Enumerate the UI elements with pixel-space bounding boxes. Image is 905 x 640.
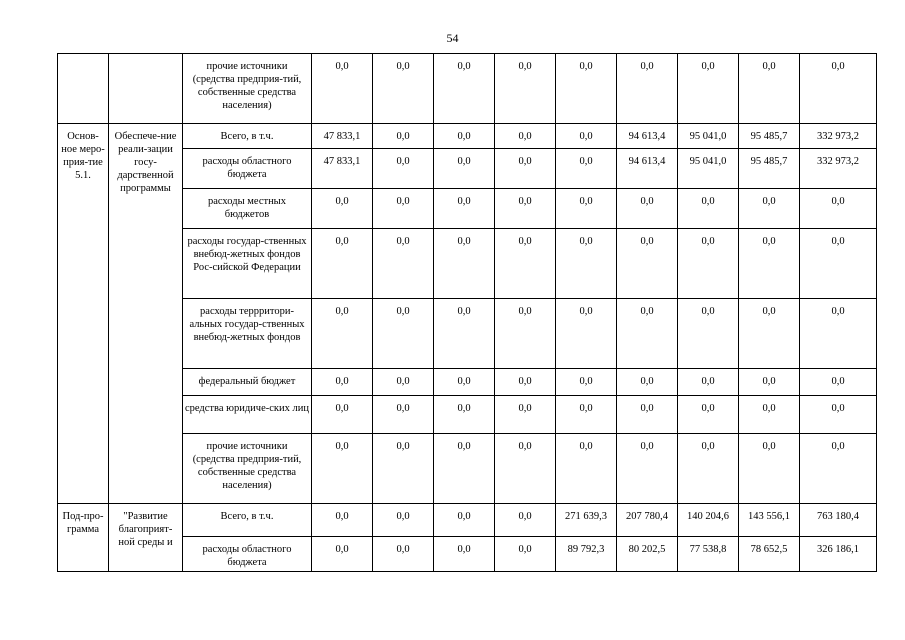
value-cell: 78 652,5	[739, 537, 800, 572]
value-cell: 0,0	[373, 299, 434, 369]
value-cell: 0,0	[312, 229, 373, 299]
value-cell: 0,0	[434, 537, 495, 572]
value-cell: 332 973,2	[800, 124, 877, 149]
activity-type-cell: Под-про-грамма	[58, 504, 109, 572]
value-cell: 0,0	[617, 369, 678, 396]
value-cell: 0,0	[495, 229, 556, 299]
value-cell: 89 792,3	[556, 537, 617, 572]
value-cell: 0,0	[434, 229, 495, 299]
activity-type-cell	[58, 54, 109, 124]
value-cell: 326 186,1	[800, 537, 877, 572]
value-cell: 0,0	[556, 396, 617, 434]
value-cell: 0,0	[373, 369, 434, 396]
value-cell: 94 613,4	[617, 124, 678, 149]
value-cell: 0,0	[617, 229, 678, 299]
value-cell: 0,0	[373, 434, 434, 504]
value-cell: 95 485,7	[739, 124, 800, 149]
value-cell: 95 041,0	[678, 149, 739, 189]
table-row	[58, 54, 877, 124]
funding-source-cell: прочие источники (средства предприя-тий, собственные средства населения)	[183, 434, 312, 504]
value-cell: 0,0	[678, 396, 739, 434]
value-cell: 0,0	[678, 54, 739, 124]
value-cell: 0,0	[556, 124, 617, 149]
value-cell: 0,0	[617, 54, 678, 124]
value-cell: 0,0	[617, 434, 678, 504]
activity-type-cell: Основ-ное меро-прия-тие 5.1.	[58, 124, 109, 504]
value-cell: 0,0	[617, 396, 678, 434]
value-cell: 0,0	[739, 54, 800, 124]
value-cell: 0,0	[434, 369, 495, 396]
value-cell: 0,0	[312, 369, 373, 396]
funding-source-cell: расходы областного бюджета	[183, 149, 312, 189]
table-row	[58, 124, 877, 149]
value-cell: 0,0	[373, 149, 434, 189]
value-cell: 0,0	[312, 537, 373, 572]
value-cell: 763 180,4	[800, 504, 877, 537]
funding-source-cell: расходы государ-ственных внебюд-жетных фондов Рос-сийской Федерации	[183, 229, 312, 299]
value-cell: 0,0	[556, 369, 617, 396]
value-cell: 0,0	[556, 54, 617, 124]
value-cell: 0,0	[739, 189, 800, 229]
value-cell: 0,0	[495, 124, 556, 149]
value-cell: 0,0	[495, 149, 556, 189]
value-cell: 0,0	[495, 299, 556, 369]
value-cell: 0,0	[678, 189, 739, 229]
value-cell: 0,0	[373, 396, 434, 434]
value-cell: 332 973,2	[800, 149, 877, 189]
value-cell: 0,0	[678, 229, 739, 299]
value-cell: 0,0	[556, 299, 617, 369]
value-cell: 77 538,8	[678, 537, 739, 572]
value-cell: 0,0	[312, 434, 373, 504]
value-cell: 0,0	[495, 537, 556, 572]
value-cell: 0,0	[373, 229, 434, 299]
value-cell: 271 639,3	[556, 504, 617, 537]
value-cell: 0,0	[739, 369, 800, 396]
value-cell: 0,0	[373, 124, 434, 149]
value-cell: 0,0	[739, 299, 800, 369]
value-cell: 0,0	[800, 369, 877, 396]
funding-source-cell: Всего, в т.ч.	[183, 124, 312, 149]
value-cell: 140 204,6	[678, 504, 739, 537]
value-cell: 0,0	[678, 299, 739, 369]
value-cell: 95 041,0	[678, 124, 739, 149]
value-cell: 0,0	[495, 396, 556, 434]
funding-source-cell: прочие источники (средства предприя-тий, собственные средства населения)	[183, 54, 312, 124]
value-cell: 0,0	[312, 396, 373, 434]
value-cell: 0,0	[495, 54, 556, 124]
value-cell: 0,0	[373, 189, 434, 229]
value-cell: 0,0	[678, 434, 739, 504]
value-cell: 0,0	[495, 189, 556, 229]
value-cell: 0,0	[495, 434, 556, 504]
page-number: 54	[446, 31, 459, 45]
value-cell: 0,0	[617, 299, 678, 369]
budget-table	[57, 53, 877, 572]
value-cell: 0,0	[434, 149, 495, 189]
activity-name-cell: Обеспече-ние реали-зации госу-дарственной программы	[109, 124, 183, 504]
value-cell: 0,0	[617, 189, 678, 229]
value-cell: 0,0	[678, 369, 739, 396]
table-row	[58, 504, 877, 537]
funding-source-cell: расходы местных бюджетов	[183, 189, 312, 229]
value-cell: 0,0	[312, 504, 373, 537]
funding-source-cell: расходы областного бюджета	[183, 537, 312, 572]
value-cell: 0,0	[434, 54, 495, 124]
value-cell: 94 613,4	[617, 149, 678, 189]
value-cell: 0,0	[495, 504, 556, 537]
value-cell: 0,0	[739, 396, 800, 434]
value-cell: 0,0	[556, 189, 617, 229]
value-cell: 0,0	[556, 149, 617, 189]
value-cell: 0,0	[373, 504, 434, 537]
value-cell: 0,0	[556, 229, 617, 299]
activity-name-cell	[109, 54, 183, 124]
activity-name-cell: "Развитие благоприят-ной среды и	[109, 504, 183, 572]
value-cell: 0,0	[312, 299, 373, 369]
value-cell: 0,0	[434, 124, 495, 149]
funding-source-cell: расходы террритори-альных государ-ственных внебюд-жетных фондов	[183, 299, 312, 369]
funding-source-cell: средства юридиче-ских лиц	[183, 396, 312, 434]
value-cell: 0,0	[312, 189, 373, 229]
value-cell: 47 833,1	[312, 149, 373, 189]
value-cell: 0,0	[434, 396, 495, 434]
value-cell: 80 202,5	[617, 537, 678, 572]
funding-source-cell: федеральный бюджет	[183, 369, 312, 396]
value-cell: 0,0	[800, 54, 877, 124]
value-cell: 0,0	[800, 434, 877, 504]
value-cell: 0,0	[434, 504, 495, 537]
value-cell: 0,0	[800, 299, 877, 369]
value-cell: 0,0	[739, 229, 800, 299]
value-cell: 0,0	[800, 229, 877, 299]
value-cell: 47 833,1	[312, 124, 373, 149]
value-cell: 143 556,1	[739, 504, 800, 537]
value-cell: 0,0	[556, 434, 617, 504]
value-cell: 0,0	[739, 434, 800, 504]
value-cell: 95 485,7	[739, 149, 800, 189]
value-cell: 0,0	[800, 189, 877, 229]
value-cell: 0,0	[495, 369, 556, 396]
value-cell: 0,0	[312, 54, 373, 124]
value-cell: 0,0	[434, 189, 495, 229]
value-cell: 0,0	[800, 396, 877, 434]
value-cell: 0,0	[434, 299, 495, 369]
value-cell: 207 780,4	[617, 504, 678, 537]
value-cell: 0,0	[373, 54, 434, 124]
table-body	[58, 54, 877, 572]
value-cell: 0,0	[434, 434, 495, 504]
funding-source-cell: Всего, в т.ч.	[183, 504, 312, 537]
value-cell: 0,0	[373, 537, 434, 572]
